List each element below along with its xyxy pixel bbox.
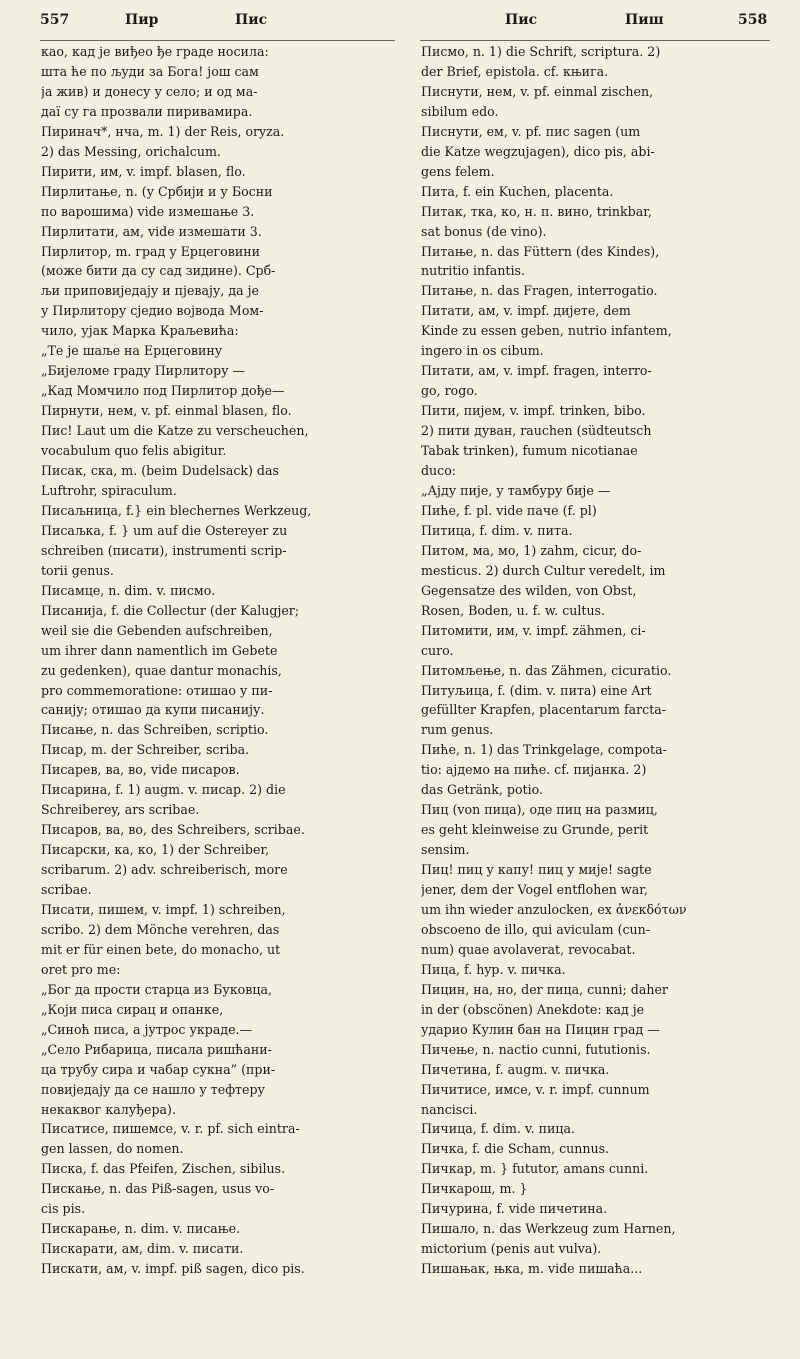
dictionary-line: Luftrohr, spiraculum. bbox=[41, 482, 177, 498]
dictionary-line: weil sie die Gebenden aufschreiben, bbox=[41, 622, 273, 638]
dictionary-line: sat bonus (de vino). bbox=[421, 223, 547, 239]
dictionary-line: Пичење, n. nactio cunni, fututionis. bbox=[421, 1041, 651, 1057]
dictionary-line: Tabak trinken), fumum nicotianae bbox=[421, 443, 638, 459]
dictionary-line: mictorium (penis aut vulva). bbox=[421, 1241, 602, 1257]
guide-word-left-last: Пис bbox=[235, 12, 268, 28]
dictionary-line: Пичурина, f. vide пичетина. bbox=[421, 1201, 608, 1217]
dictionary-line: некаквог калуђера). bbox=[41, 1101, 176, 1117]
dictionary-line: Питање, n. das Fragen, interrogatio. bbox=[421, 283, 658, 299]
dictionary-line: Писарев, ва, во, vide писаров. bbox=[41, 762, 240, 778]
dictionary-line: num) quae avolaverat, revocabat. bbox=[421, 941, 636, 957]
dictionary-line: Питуљица, f. (dim. v. пита) eine Art bbox=[421, 682, 652, 698]
dictionary-line: oret pro me: bbox=[41, 961, 121, 977]
dictionary-line: Пичка, f. die Scham, cunnus. bbox=[421, 1141, 610, 1157]
dictionary-line: Kinde zu essen geben, nutrio infantem, bbox=[421, 323, 672, 339]
dictionary-line: Пис! Laut um die Katze zu verscheuchen, bbox=[41, 423, 309, 439]
dictionary-line: Питом, ма, мо, 1) zahm, cicur, do- bbox=[421, 542, 642, 558]
dictionary-line: „Бијеломе граду Пирлитору — bbox=[41, 363, 246, 379]
dictionary-line: Пиц (von пица), оде пиц на размиц, bbox=[421, 802, 658, 818]
dictionary-line: tio: ајдемо на пиће. cf. пијанка. 2) bbox=[421, 762, 647, 778]
dictionary-line: Пирнути, нем, v. pf. einmal blasen, flo. bbox=[41, 403, 292, 419]
dictionary-line: es geht kleinweise zu Grunde, perit bbox=[421, 822, 649, 838]
dictionary-line: jener, dem der Vogel entflohen war, bbox=[421, 882, 648, 898]
dictionary-line: der Brief, epistola. cf. књига. bbox=[421, 63, 609, 79]
dictionary-line: obscoeno de illo, qui aviculam (cun- bbox=[421, 921, 651, 937]
dictionary-line: rum genus. bbox=[421, 722, 494, 738]
dictionary-line: in der (obscönen) Anekdote: кад је bbox=[421, 1001, 645, 1017]
guide-word-right-last: Пиш bbox=[625, 12, 664, 28]
dictionary-line: go, rogo. bbox=[421, 383, 478, 399]
dictionary-line: у Пирлитору сједио војвода Мом- bbox=[41, 303, 264, 319]
dictionary-line: „Кад Момчило под Пирлитор дође— bbox=[41, 383, 285, 399]
dictionary-line: ја жив) и донесу у село; и од ма- bbox=[41, 83, 258, 99]
dictionary-line: sibilum edo. bbox=[421, 103, 499, 119]
dictionary-line: Пискати, ам, v. impf. piß sagen, dico pis. bbox=[41, 1261, 305, 1277]
dictionary-line: nancisci. bbox=[421, 1101, 478, 1117]
dictionary-line: „Синоћ писа, а јутрос украде.— bbox=[41, 1021, 253, 1037]
dictionary-line: као, кад је виђео ђе граде носила: bbox=[41, 44, 269, 59]
dictionary-line: Пиће, f. pl. vide паче (f. pl) bbox=[421, 502, 597, 518]
dictionary-line: „Те је шаље на Ерцеговину bbox=[41, 343, 223, 359]
dictionary-line: nutritio infantis. bbox=[421, 263, 525, 279]
dictionary-line: даї су га прозвали пиривамира. bbox=[41, 103, 253, 119]
dictionary-line: Писанија, f. die Collectur (der Kalugjer; bbox=[41, 602, 300, 618]
dictionary-line: Пирити, им, v. impf. blasen, flo. bbox=[41, 163, 246, 179]
dictionary-line: Пискарати, ам, dim. v. писати. bbox=[41, 1241, 244, 1257]
dictionary-line: Пичкар, m. } fututor, amans cunni. bbox=[421, 1161, 649, 1177]
dictionary-line: Пискарање, n. dim. v. писање. bbox=[41, 1221, 241, 1237]
dictionary-line: Питица, f. dim. v. пита. bbox=[421, 522, 573, 538]
dictionary-line: scribarum. 2) adv. schreiberisch, more bbox=[41, 862, 288, 878]
dictionary-line: шта ће по људи за Бога! још сам bbox=[41, 63, 259, 79]
dictionary-line: чило, ујак Марка Краљевића: bbox=[41, 323, 239, 339]
header-rule-right bbox=[420, 40, 770, 41]
dictionary-line: um ihrer dann namentlich im Gebete bbox=[41, 642, 278, 658]
dictionary-line: Писнути, ем, v. pf. пис sagen (um bbox=[421, 123, 641, 139]
dictionary-line: curo. bbox=[421, 642, 454, 658]
dictionary-line: Пичица, f. dim. v. пица. bbox=[421, 1121, 575, 1137]
dictionary-line: Писнути, нем, v. pf. einmal zischen, bbox=[421, 83, 654, 99]
dictionary-line: Пица, f. hyp. v. пичка. bbox=[421, 961, 566, 977]
dictionary-line: Пичкарош, m. } bbox=[421, 1181, 528, 1197]
dictionary-line: Писање, n. das Schreiben, scriptio. bbox=[41, 722, 269, 738]
dictionary-line: gens felem. bbox=[421, 163, 495, 179]
dictionary-line: torii genus. bbox=[41, 562, 114, 578]
dictionary-line: Пиће, n. 1) das Trinkgelage, compota- bbox=[421, 742, 667, 758]
dictionary-line: 2) das Messing, orichalcum. bbox=[41, 143, 221, 159]
right-column bbox=[421, 42, 789, 1279]
dictionary-line: Писаљка, f. } um auf die Ostereyer zu bbox=[41, 522, 288, 538]
left-column bbox=[41, 42, 406, 1279]
dictionary-line: Пирлитати, ам, vide измешати 3. bbox=[41, 223, 262, 239]
header-rule-left bbox=[40, 40, 395, 41]
dictionary-line: vocabulum quo felis abigitur. bbox=[41, 443, 227, 459]
dictionary-line: Пиринач*, нча, m. 1) der Reis, oryza. bbox=[41, 123, 285, 139]
dictionary-line: Писаљница, f.} ein blechernes Werkzeug, bbox=[41, 502, 312, 518]
dictionary-line: Schreiberey, ars scribae. bbox=[41, 802, 200, 818]
dictionary-line: Питак, тка, ко, н. п. вино, trinkbar, bbox=[421, 203, 652, 219]
dictionary-line: gefüllter Krapfen, placentarum farcta- bbox=[421, 702, 667, 718]
dictionary-line: Пицин, на, но, der пица, cunni; daher bbox=[421, 981, 668, 997]
dictionary-line: „Бог да прости старца из Буковца, bbox=[41, 981, 272, 997]
dictionary-line: die Katze wegzujagen), dico pis, abi- bbox=[421, 143, 655, 159]
dictionary-line: Питати, ам, v. impf. fragen, interro- bbox=[421, 363, 652, 379]
dictionary-line: duco: bbox=[421, 463, 457, 479]
dictionary-line: Пита, f. ein Kuchen, placenta. bbox=[421, 183, 614, 199]
dictionary-line: cis pis. bbox=[41, 1201, 86, 1217]
dictionary-line: Писамце, n. dim. v. писмо. bbox=[41, 582, 216, 598]
dictionary-line: ца трубу сира и чабар сукна” (при- bbox=[41, 1061, 276, 1077]
dictionary-line: Питање, n. das Füttern (des Kindes), bbox=[421, 243, 660, 259]
dictionary-line: „Село Рибарица, писала ришћани- bbox=[41, 1041, 272, 1057]
dictionary-line: schreiben (писати), instrumenti scrip- bbox=[41, 542, 287, 558]
dictionary-line: Rosen, Boden, u. f. w. cultus. bbox=[421, 602, 606, 618]
dictionary-line: scribae. bbox=[41, 882, 92, 898]
dictionary-line: Пишањак, њка, m. vide пишаћа... bbox=[421, 1261, 643, 1277]
dictionary-line: Пирлитање, n. (у Србији и у Босни bbox=[41, 183, 273, 199]
dictionary-line: mesticus. 2) durch Cultur veredelt, im bbox=[421, 562, 666, 578]
dictionary-line: zu gedenken), quae dantur monachis, bbox=[41, 662, 282, 678]
dictionary-line: Писар, m. der Schreiber, scriba. bbox=[41, 742, 250, 758]
dictionary-line: Пичитисе, имсе, v. r. impf. cunnum bbox=[421, 1081, 650, 1097]
dictionary-line: Пишало, n. das Werkzeug zum Harnen, bbox=[421, 1221, 676, 1237]
dictionary-line: um ihn wieder anzulocken, ex ἀνεκδότων bbox=[421, 901, 687, 917]
dictionary-line: Писарски, ка, ко, 1) der Schreiber, bbox=[41, 842, 270, 858]
dictionary-line: повиједају да се нашло у тефтеру bbox=[41, 1081, 265, 1097]
guide-word-left-first: Пир bbox=[125, 12, 159, 28]
dictionary-line: по варошима) vide измешање 3. bbox=[41, 203, 255, 219]
dictionary-line: љи приповиједају и пјевају, да је bbox=[41, 283, 259, 299]
dictionary-line: Gegensatze des wilden, von Obst, bbox=[421, 582, 637, 598]
dictionary-line: das Getränk, potio. bbox=[421, 782, 543, 798]
dictionary-line: Пити, пијем, v. impf. trinken, bibo. bbox=[421, 403, 646, 419]
dictionary-line: санију; отишао да купи писанију. bbox=[41, 702, 265, 718]
dictionary-line: „Ајду пије, у тамбуру бије — bbox=[421, 482, 611, 498]
dictionary-line: Писак, ска, m. (beim Dudelsack) das bbox=[41, 463, 279, 479]
dictionary-line: Писарина, f. 1) augm. v. писар. 2) die bbox=[41, 782, 286, 798]
dictionary-line: Писатисе, пишемсе, v. r. pf. sich eintra- bbox=[41, 1121, 300, 1137]
running-header bbox=[40, 12, 770, 42]
dictionary-line: Пичетина, f. augm. v. пичка. bbox=[421, 1061, 610, 1077]
dictionary-line: sensim. bbox=[421, 842, 470, 858]
dictionary-line: (може бити да су сад зидине). Срб- bbox=[41, 263, 276, 279]
dictionary-line: Писка, f. das Pfeifen, Zischen, sibilus. bbox=[41, 1161, 286, 1177]
page-number-right: 558 bbox=[738, 12, 768, 28]
dictionary-line: Писати, пишем, v. impf. 1) schreiben, bbox=[41, 901, 286, 917]
dictionary-line: Питомљење, n. das Zähmen, cicuratio. bbox=[421, 662, 672, 678]
guide-word-right-first: Пис bbox=[505, 12, 538, 28]
dictionary-line: Пиц! пиц у капу! пиц у мије! sagte bbox=[421, 862, 652, 878]
dictionary-line: pro commemoratione: отишао у пи- bbox=[41, 682, 273, 698]
dictionary-line: ударио Кулин бан на Пицин град — bbox=[421, 1021, 660, 1037]
dictionary-line: Питати, ам, v. impf. дијете, dem bbox=[421, 303, 631, 319]
dictionary-line: Питомити, им, v. impf. zähmen, ci- bbox=[421, 622, 646, 638]
dictionary-line: Пискање, n. das Piß-sagen, usus vo- bbox=[41, 1181, 275, 1197]
dictionary-line: mit er für einen bete, do monacho, ut bbox=[41, 941, 281, 957]
dictionary-line: 2) пити дуван, rauchen (südteutsch bbox=[421, 423, 652, 439]
dictionary-line: Пирлитор, m. град у Ерцеговини bbox=[41, 243, 260, 259]
dictionary-line: ingero in os cibum. bbox=[421, 343, 544, 359]
dictionary-line: „Који писа сирац и опанке, bbox=[41, 1001, 224, 1017]
dictionary-line: Писаров, ва, во, des Schreibers, scribae. bbox=[41, 822, 305, 838]
page-number-left: 557 bbox=[40, 12, 70, 28]
dictionary-line: scribo. 2) dem Mönche verehren, das bbox=[41, 921, 280, 937]
dictionary-line: gen lassen, do nomen. bbox=[41, 1141, 184, 1157]
dictionary-line: Писмо, n. 1) die Schrift, scriptura. 2) bbox=[421, 44, 661, 59]
